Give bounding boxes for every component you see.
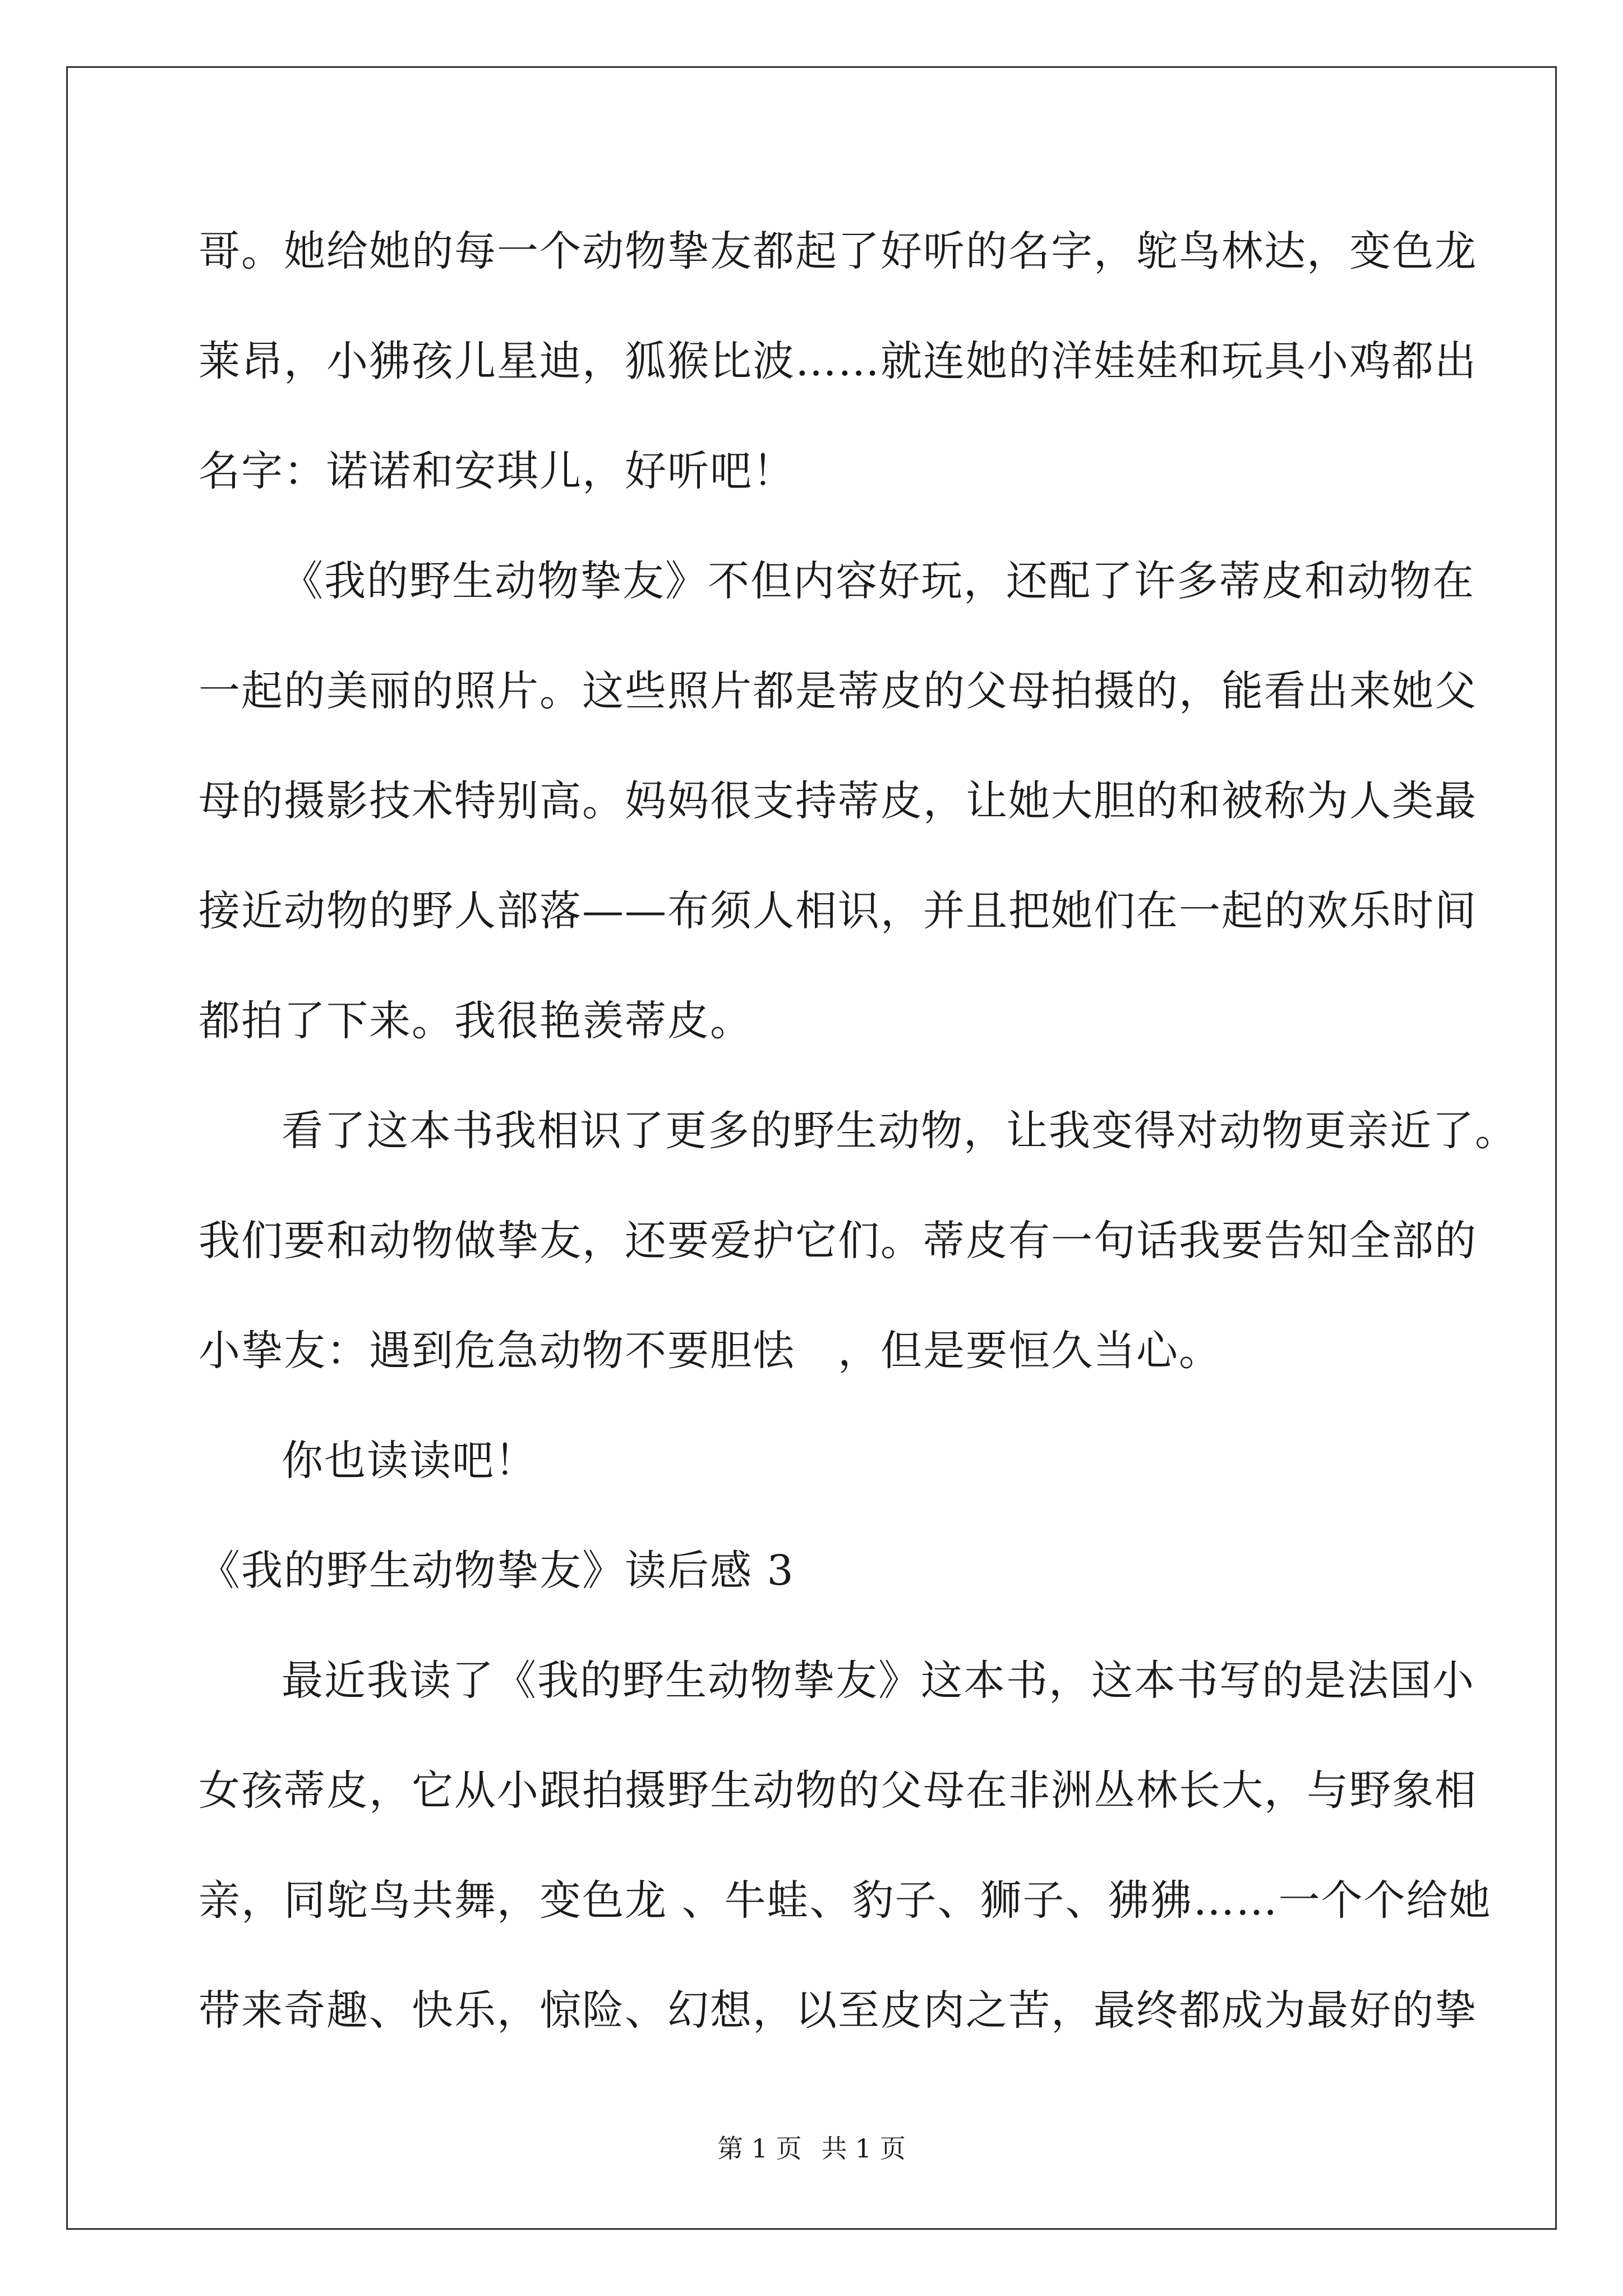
document-body bbox=[199, 206, 1518, 2076]
text-line-7: 接近动物的野人部落——布须人相识，并且把她们在一起的欢乐时间 bbox=[199, 887, 1477, 935]
page-number: 第 1 页 bbox=[717, 2133, 802, 2164]
text-line-9: 看了这本书我相识了更多的野生动物，让我变得对动物更亲近了。 bbox=[282, 1107, 1518, 1155]
page-total: 共 1 页 bbox=[821, 2133, 906, 2164]
text-line-10: 我们要和动物做挚友，还要爱护它们。蒂皮有一句话我要告知全部的 bbox=[199, 1217, 1477, 1265]
text-line-12: 你也读读吧！ bbox=[282, 1437, 537, 1485]
text-line-17: 带来奇趣、快乐，惊险、幻想，以至皮肉之苦，最终都成为最好的挚 bbox=[199, 1986, 1477, 2035]
text-line-2: 莱昂，小狒孩儿星迪，狐猴比波……就连她的洋娃娃和玩具小鸡都出 bbox=[199, 337, 1477, 385]
text-line-1: 哥。她给她的每一个动物挚友都起了好听的名字，鸵鸟林达，变色龙 bbox=[199, 227, 1477, 275]
text-line-6: 母的摄影技术特别高。妈妈很支持蒂皮，让她大胆的和被称为人类最 bbox=[199, 777, 1477, 825]
text-line-4: 《我的野生动物挚友》不但内容好玩，还配了许多蒂皮和动物在 bbox=[282, 557, 1475, 605]
text-line-15: 女孩蒂皮，它从小跟拍摄野生动物的父母在非洲丛林长大，与野象相 bbox=[199, 1766, 1477, 1815]
text-line-3: 名字：诺诺和安琪儿，好听吧！ bbox=[199, 447, 795, 495]
page-footer bbox=[0, 2132, 1623, 2165]
text-line-8: 都拍了下来。我很艳羡蒂皮。 bbox=[199, 997, 753, 1045]
text-line-11: 小挚友：遇到危急动物不要胆怯 ，但是要恒久当心。 bbox=[199, 1327, 1221, 1375]
section-heading: 《我的野生动物挚友》读后感 3 bbox=[199, 1547, 795, 1595]
text-line-5: 一起的美丽的照片。这些照片都是蒂皮的父母拍摄的，能看出来她父 bbox=[199, 667, 1477, 715]
text-line-16: 亲，同鸵鸟共舞，变色龙 、牛蛙、豹子、狮子、狒狒……一个个给她 bbox=[199, 1876, 1492, 1925]
text-line-14: 最近我读了《我的野生动物挚友》这本书，这本书写的是法国小 bbox=[282, 1657, 1475, 1705]
